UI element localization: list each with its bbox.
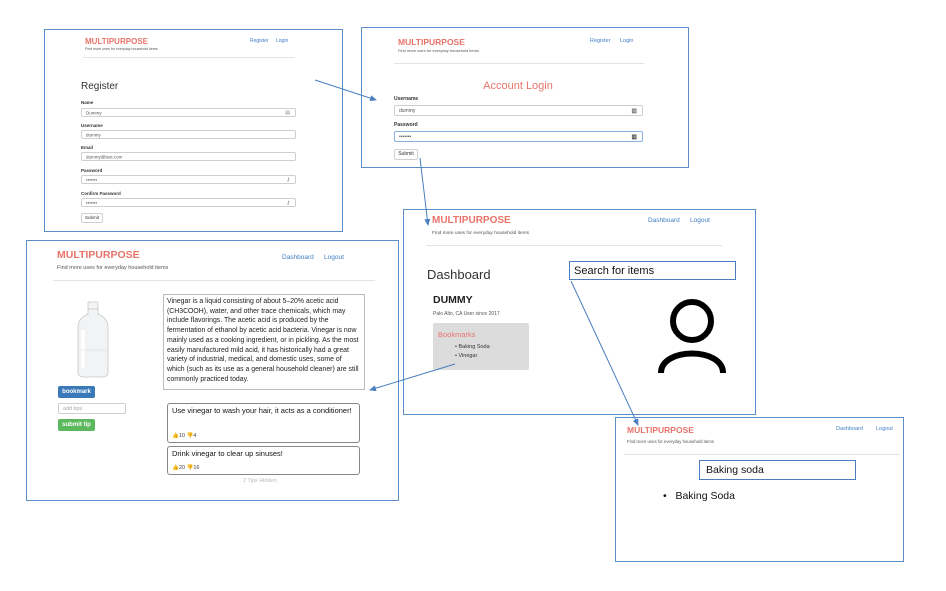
password-value: ••••••• bbox=[86, 177, 98, 182]
tip-card bbox=[167, 403, 360, 443]
search-results-screen bbox=[615, 417, 904, 562]
brand-logo[interactable]: MULTIPURPOSE bbox=[627, 425, 694, 435]
search-result-label: Baking Soda bbox=[675, 490, 735, 502]
user-icon bbox=[656, 297, 728, 377]
nav-logout-link[interactable]: Logout bbox=[876, 426, 893, 432]
search-input[interactable] bbox=[699, 460, 856, 480]
nav-register-link[interactable]: Register bbox=[590, 38, 611, 44]
search-result-item[interactable] bbox=[663, 490, 735, 502]
key-icon: ⚷ bbox=[286, 199, 290, 206]
nav-dashboard-link[interactable]: Dashboard bbox=[836, 426, 863, 432]
dashboard-screen bbox=[403, 209, 756, 415]
item-description bbox=[163, 294, 365, 390]
username-label: Username bbox=[394, 96, 419, 102]
nav-login-link[interactable]: Login bbox=[276, 38, 289, 44]
page-title: Dashboard bbox=[427, 267, 491, 282]
name-label: Name bbox=[81, 100, 94, 105]
brand-logo[interactable]: MULTIPURPOSE bbox=[85, 37, 148, 46]
header-divider bbox=[83, 57, 295, 58]
header-divider bbox=[426, 245, 722, 246]
password-label: Password bbox=[394, 122, 418, 128]
username-label: Username bbox=[81, 123, 103, 128]
username-value: dummy bbox=[86, 132, 101, 137]
nav-logout-link[interactable]: Logout bbox=[324, 254, 344, 261]
search-placeholder: Search for items bbox=[574, 265, 655, 277]
tip-votes[interactable]: 👍20 👎16 bbox=[172, 465, 200, 471]
nav-dashboard-link[interactable]: Dashboard bbox=[282, 254, 314, 261]
brand-logo[interactable]: MULTIPURPOSE bbox=[57, 249, 140, 261]
bookmark-button[interactable]: bookmark bbox=[58, 386, 95, 398]
username-value: dummy bbox=[399, 107, 416, 114]
submit-button[interactable]: Submit bbox=[394, 149, 418, 160]
tagline: Find more uses for everyday household items bbox=[432, 231, 530, 236]
hidden-tips-note[interactable]: 2 Tips Hidden bbox=[243, 478, 277, 484]
email-value: dummy@test.com bbox=[86, 154, 123, 159]
search-query: Baking soda bbox=[706, 464, 764, 476]
brand-logo[interactable]: MULTIPURPOSE bbox=[398, 37, 465, 47]
item-detail-screen bbox=[26, 240, 399, 501]
bookmark-label: Baking Soda bbox=[458, 344, 490, 350]
key-icon: ▦ bbox=[631, 134, 637, 140]
page-title: Register bbox=[81, 81, 119, 92]
page-title: Account Login bbox=[483, 80, 553, 92]
bookmark-item[interactable] bbox=[455, 353, 477, 359]
id-card-icon: ▤ bbox=[285, 109, 290, 116]
password-field[interactable] bbox=[394, 131, 643, 142]
key-icon: ⚷ bbox=[286, 176, 290, 183]
bookmark-item[interactable] bbox=[455, 344, 490, 350]
id-card-icon: ▦ bbox=[631, 108, 637, 114]
tagline: Find more uses for everyday household items bbox=[398, 48, 479, 53]
username-field[interactable] bbox=[81, 130, 296, 139]
nav-register-link[interactable]: Register bbox=[250, 38, 269, 44]
bookmarks-panel bbox=[433, 323, 529, 370]
confirm-password-label: Confirm Password bbox=[81, 191, 121, 196]
bullet-icon: • bbox=[663, 490, 676, 502]
bullet-icon: • bbox=[455, 353, 459, 359]
header-divider bbox=[624, 454, 900, 455]
email-field[interactable] bbox=[81, 152, 296, 161]
add-tip-input[interactable] bbox=[58, 403, 126, 414]
tagline: Find more uses for everyday household items bbox=[57, 265, 169, 271]
tip-text: Drink vinegar to clear up sinuses! bbox=[172, 449, 283, 458]
bullet-icon: • bbox=[455, 344, 459, 350]
header-divider bbox=[53, 280, 375, 281]
nav-login-link[interactable]: Login bbox=[620, 38, 634, 44]
register-screen bbox=[44, 29, 343, 232]
tagline: Find more uses for everyday household items bbox=[85, 47, 158, 51]
password-field[interactable] bbox=[81, 175, 296, 184]
tip-text: Use vinegar to wash your hair, it acts as a conditioner! bbox=[172, 406, 352, 415]
password-label: Password bbox=[81, 168, 103, 173]
email-label: Email bbox=[81, 145, 94, 150]
tip-card bbox=[167, 446, 360, 475]
nav-dashboard-link[interactable]: Dashboard bbox=[648, 217, 680, 224]
login-screen bbox=[361, 27, 689, 168]
confirm-password-value: ••••••• bbox=[86, 200, 98, 205]
submit-button[interactable]: Submit bbox=[81, 213, 103, 223]
user-info: Palo Alto, CA User since 2017 bbox=[433, 311, 500, 317]
submit-tip-button[interactable]: submit tip bbox=[58, 419, 95, 431]
header-divider bbox=[394, 63, 644, 64]
name-field[interactable] bbox=[81, 108, 296, 117]
password-value: ••••••• bbox=[399, 133, 412, 140]
brand-logo[interactable]: MULTIPURPOSE bbox=[432, 215, 511, 226]
add-tip-placeholder: add tips bbox=[63, 405, 83, 412]
nav-logout-link[interactable]: Logout bbox=[690, 217, 710, 224]
tagline: Find more uses for everyday household items bbox=[627, 439, 714, 444]
description-text: Vinegar is a liquid consisting of about 5–20% acetic acid (CH3COOH), water, and other trace chemicals, which may include flavorings. The acetic acid is produced by the fermentation of ethanol by acetic acid bacteria. Vinegar is now mainly used as a cooking ingredient, or in pickling. As the most easily manufactured mild acid, it has historically had a great variety of industrial, medical, and domestic uses, some of which (such as its use as a general household cleaner) are still commonly practiced today. bbox=[167, 298, 359, 383]
tip-votes[interactable]: 👍10 👎4 bbox=[172, 433, 197, 439]
confirm-password-field[interactable] bbox=[81, 198, 296, 207]
user-name: DUMMY bbox=[433, 294, 473, 306]
search-input[interactable] bbox=[569, 261, 736, 280]
bookmarks-title: Bookmarks bbox=[438, 330, 476, 339]
name-value: Dummy bbox=[86, 110, 102, 115]
bookmark-label: Vinegar bbox=[458, 353, 478, 359]
username-field[interactable] bbox=[394, 105, 643, 116]
bottle-icon bbox=[75, 300, 111, 378]
